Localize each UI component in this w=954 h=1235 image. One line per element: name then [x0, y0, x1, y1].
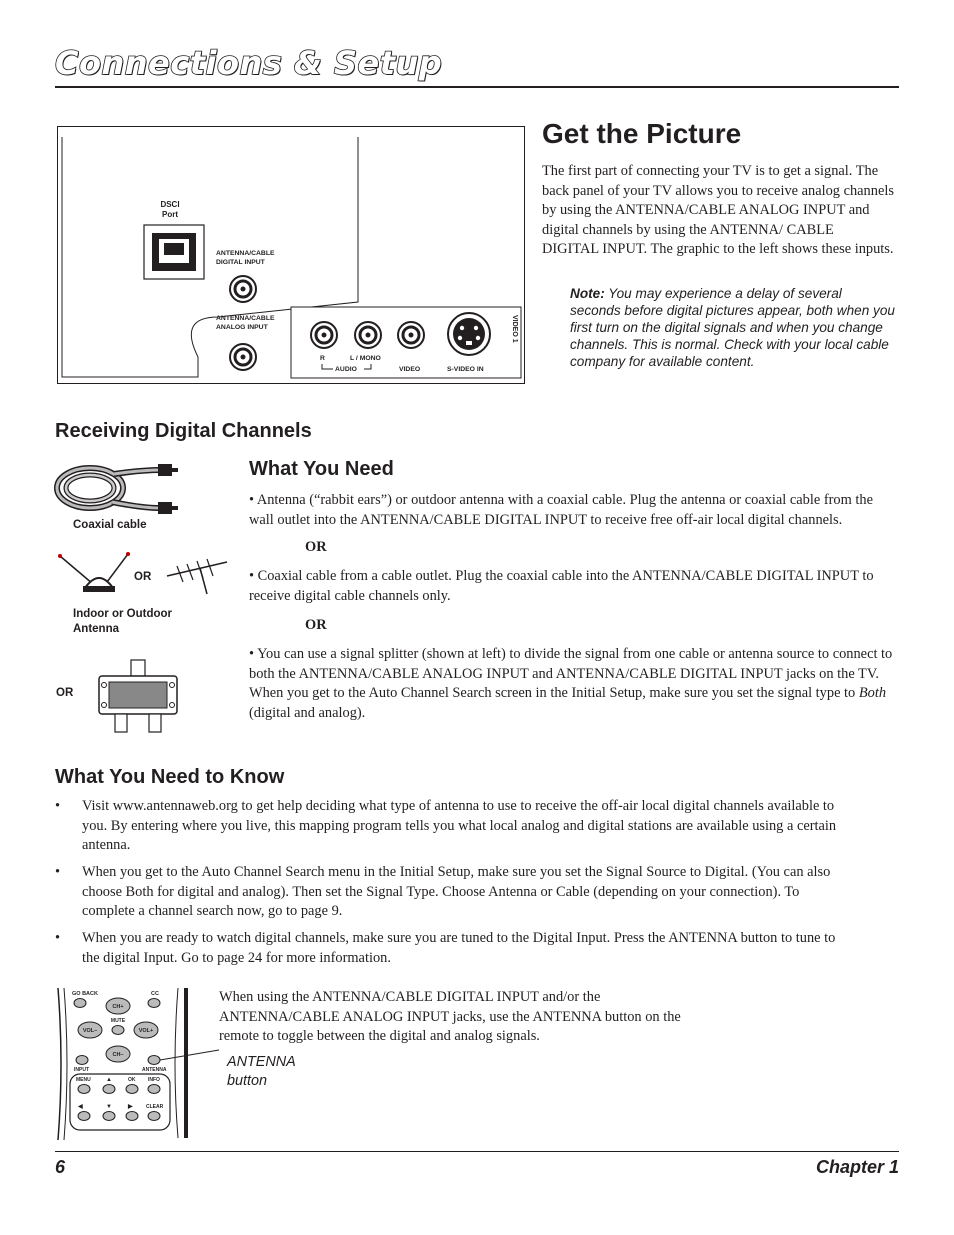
info-label: INFO	[148, 1077, 160, 1083]
or-separator-2: OR	[305, 617, 327, 633]
analog-input-jack	[230, 344, 256, 370]
splitter-text-pre: • You can use a signal splitter (shown at left) to divide the signal from one cable or antenna source to connect to both the ANTENNA/CABLE ANALOG INPUT and ANTENNA/CABLE DIGITAL INPUT jacks on the TV. When you get to the Auto Channel Search screen in the Initial Setup, make sure you set the signal type to	[249, 646, 893, 701]
footer-rule	[55, 1151, 899, 1152]
menu-label: MENU	[76, 1077, 91, 1083]
need-bullet-cable: • Coaxial cable from a cable outlet. Plug the coaxial cable into the ANTENNA/CABLE DIGITAL INPUT to receive digital cable channels only.	[249, 568, 874, 604]
get-picture-heading: Get the Picture	[542, 118, 742, 149]
down-arrow-icon: ▼	[106, 1104, 112, 1110]
vol-up-label: VOL+	[138, 1028, 154, 1034]
receiving-digital-heading: Receiving Digital Channels	[55, 420, 312, 442]
left-button[interactable]	[78, 1112, 90, 1121]
antenna-caption	[73, 607, 172, 637]
audio-r-label: R	[320, 355, 325, 362]
mute-button[interactable]	[112, 1026, 124, 1035]
header-rule	[55, 86, 899, 88]
signal-splitter-icon	[97, 658, 179, 736]
back-panel-drawing	[58, 127, 524, 383]
antenna-caption-line2: Antenna	[73, 623, 119, 635]
splitter-or-caption: OR	[56, 687, 74, 699]
get-picture-intro: The first part of connecting your TV is to get a signal. The back panel of your TV allows you to receive analog channels by using the ANTENNA/CABLE ANALOG INPUT and digital channels by using the ANTENNA/ CABLE DIGITAL INPUT. The graphic to the left shows these inputs.	[542, 163, 894, 257]
coaxial-cable-icon	[52, 458, 182, 520]
digital-input-jack	[230, 276, 256, 302]
input-label: INPUT	[74, 1067, 89, 1073]
info-button[interactable]	[148, 1085, 160, 1094]
audio-l-mono-label: L / MONO	[350, 355, 381, 362]
clear-button[interactable]	[148, 1112, 160, 1121]
remote-cc-label: CC	[151, 991, 159, 997]
s-video-in-label: S-VIDEO IN	[447, 366, 484, 373]
input-button[interactable]	[76, 1056, 88, 1065]
button-caption-word: button	[227, 1073, 268, 1089]
left-arrow-icon: ◀	[78, 1104, 83, 1110]
video1-label: VIDEO 1	[511, 315, 518, 343]
know-item-text: Visit www.antennaweb.org to get help deciding what type of antenna to use to receive the off-air local digital channels available to you. By entering where you live, this mapping program tells you what local analog and digital stations are available using a certain antenna.	[82, 798, 837, 853]
ch-down-label: CH–	[112, 1052, 124, 1058]
analog-input-label-2: ANALOG INPUT	[216, 324, 268, 331]
note-text: You may experience a delay of several seconds before digital pictures appear, both when you first turn on the digital signals and when you change channels. This is normal. Check with your local cable company for available content.	[570, 286, 895, 369]
video-jack	[398, 322, 424, 348]
what-you-need-to-know-heading: What You Need to Know	[55, 766, 285, 788]
antenna-caption-line1: Indoor or Outdoor	[73, 608, 173, 620]
antenna-callout-line	[160, 1050, 219, 1060]
need-bullet-antenna: • Antenna (“rabbit ears”) or outdoor antenna with a coaxial cable. Plug the antenna or coaxial cable from the wall outlet into the ANTENNA/CABLE DIGITAL INPUT to receive free off-air local digital channels.	[249, 492, 873, 528]
up-button[interactable]	[103, 1085, 115, 1094]
bullet: •	[55, 864, 61, 880]
remote-go-back-label: GO BACK	[72, 991, 98, 997]
antenna-button-caption	[227, 1053, 317, 1091]
note-block	[570, 285, 895, 370]
splitter-text-post: (digital and analog).	[249, 704, 366, 721]
coaxial-cable-caption: Coaxial cable	[73, 519, 147, 531]
know-item-text: When you are ready to watch digital channels, make sure you are tuned to the Digital Input. Press the ANTENNA button to tune to the digital Input. Go to page 24 for more information.	[82, 930, 836, 966]
audio-label: AUDIO	[335, 366, 357, 373]
up-arrow-icon: ▲	[106, 1077, 112, 1083]
menu-button[interactable]	[78, 1085, 90, 1094]
audio-l-jack	[355, 322, 381, 348]
ok-button[interactable]	[126, 1085, 138, 1094]
ok-label: OK	[128, 1077, 136, 1083]
right-arrow-icon: ▶	[128, 1104, 133, 1110]
vol-down-label: VOL–	[82, 1028, 98, 1034]
know-item-text: When you get to the Auto Channel Search menu in the Initial Setup, make sure you set the Signal Source to Digital. (You can also choose Both for digital and analog). Then set the Signal Type. Choose Antenna or Cable (depending on your connection). To complete a channel search now, go to page 9.	[82, 864, 831, 919]
chapter-label: Chapter 1	[815, 1157, 899, 1177]
right-button[interactable]	[126, 1112, 138, 1121]
go-back-button[interactable]	[74, 999, 86, 1008]
cc-button[interactable]	[148, 999, 160, 1008]
antenna-remote-label: ANTENNA	[142, 1067, 167, 1073]
digital-input-label: ANTENNA/CABLE	[216, 250, 275, 257]
antenna-or-caption: OR	[134, 571, 152, 583]
down-button[interactable]	[103, 1112, 115, 1121]
bullet: •	[55, 930, 61, 946]
note-label: Note:	[570, 286, 605, 301]
remote-control-illustration	[54, 988, 224, 1140]
page-number: 6	[55, 1157, 66, 1177]
digital-input-label-2: DIGITAL INPUT	[216, 259, 265, 266]
splitter-text-both: Both	[858, 685, 887, 701]
clear-label: CLEAR	[146, 1104, 164, 1110]
what-you-need-heading: What You Need	[249, 458, 394, 480]
antenna-caption-word: ANTENNA	[227, 1054, 296, 1070]
dsci-label-port: Port	[162, 210, 178, 219]
antenna-remote-button[interactable]	[148, 1056, 160, 1065]
dsci-label: DSCI	[160, 200, 180, 209]
audio-r-jack	[311, 322, 337, 348]
ch-up-label: CH+	[112, 1004, 124, 1010]
s-video-jack	[448, 313, 490, 355]
tv-back-panel-illustration	[57, 126, 525, 384]
page-header-title: Connections & Setup	[55, 44, 443, 82]
video-label: VIDEO	[399, 366, 421, 373]
remote-instructions: When using the ANTENNA/CABLE DIGITAL INPUT and/or the ANTENNA/CABLE ANALOG INPUT jacks, use the ANTENNA button on the remote to toggle between the digital and analog signals.	[219, 989, 681, 1044]
bullet: •	[55, 798, 61, 814]
analog-input-label: ANTENNA/CABLE	[216, 315, 275, 322]
or-separator-1: OR	[305, 539, 327, 555]
need-bullet-splitter	[249, 645, 899, 723]
mute-label: MUTE	[110, 1018, 126, 1024]
